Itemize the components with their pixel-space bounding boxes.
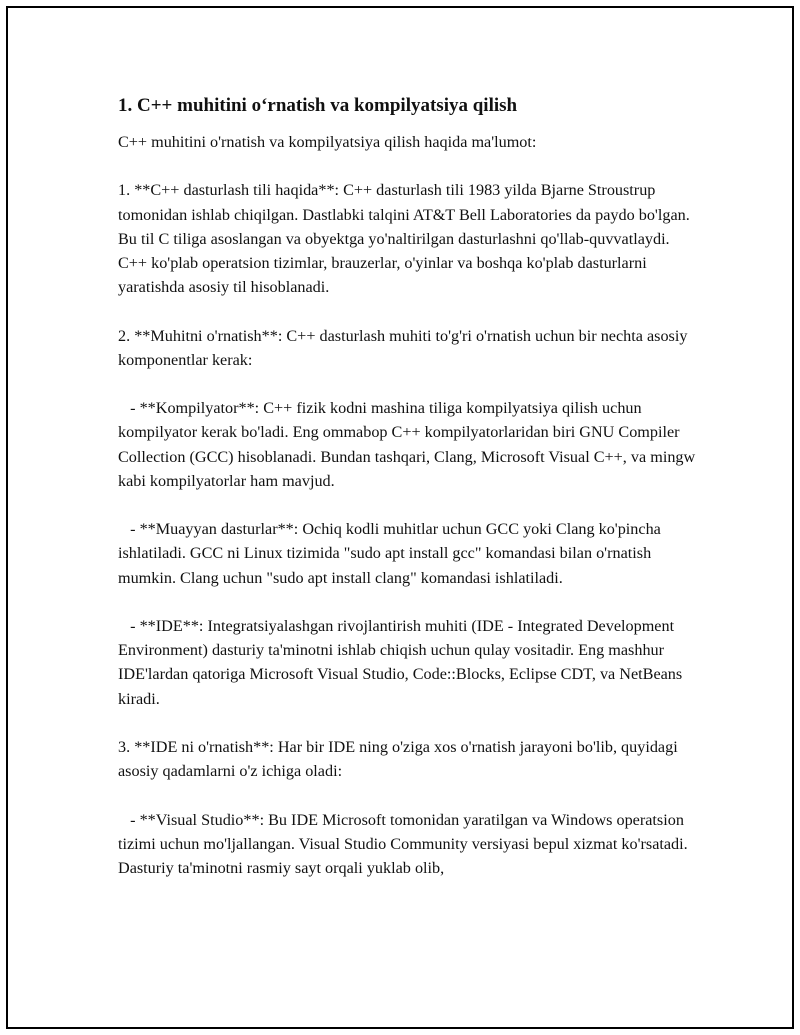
paragraph-compiler: - **Kompilyator**: C++ fizik kodni mashina tiliga kompilyatsiya qilish uchun kompilyator kerak bo'ladi. Eng ommabop C++ kompilyatorlaridan biri GNU Compiler Collection (GCC) hisoblanadi. Bundan tashqari, Clang, Microsoft Visual C++, va mingw kabi kompilyatorlar ham mavjud.: [118, 399, 700, 490]
paragraph-ide-install: 3. **IDE ni o'rnatish**: Har bir IDE ning o'ziga xos o'rnatish jarayoni bo'lib, quyidagi asosiy qadamlarni o'z ichiga oladi:: [118, 737, 682, 781]
paragraph-visual-studio: - **Visual Studio**: Bu IDE Microsoft tomonidan yaratilgan va Windows operatsion tizimi uchun mo'ljallangan. Visual Studio Community versiyasi bepul xizmat ko'rsatadi. Dasturiy ta'minotni rasmiy sayt orqali yuklab olib,: [118, 810, 692, 877]
paragraph-cpp-about: 1. **C++ dasturlash tili haqida**: C++ dasturlash tili 1983 yilda Bjarne Stroustrup tomonidan ishlab chiqilgan. Dastlabki talqini AT&T Bell Laboratories da paydo bo'lgan. Bu til C tiliga asoslangan va obyektga yo'naltirilgan dasturlashni qo'llab-quvvatlaydi. C++ ko'plab operatsion tizimlar, brauzerlar, o'yinlar va boshqa ko'plab dasturlarni yaratishda asosiy til hisoblanadi.: [118, 181, 694, 297]
paragraph-ide: - **IDE**: Integratsiyalashgan rivojlantirish muhiti (IDE - Integrated Development Environment) dasturiy ta'minotni ishlab chiqish uchun qulay vositadir. Eng mashhur IDE'lardan qatoriga Microsoft Visual Studio, Code::Blocks, Eclipse CDT, va NetBeans kiradi.: [118, 616, 687, 708]
paragraph-environment-setup: 2. **Muhitni o'rnatish**: C++ dasturlash muhiti to'g'ri o'rnatish uchun bir nechta asosiy komponentlar kerak:: [118, 326, 692, 369]
paragraph-specific-programs: - **Muayyan dasturlar**: Ochiq kodli muhitlar uchun GCC yoki Clang ko'pincha ishlatiladi. GCC ni Linux tizimida "sudo apt install gcc" komandasi bilan o'rnatish mumkin. Clang uchun "sudo apt install clang" komandasi ishlatiladi.: [118, 520, 665, 587]
section-heading: 1. C++ muhitini o‘rnatish va kompilyatsiya qilish: [118, 95, 518, 116]
document-body: [118, 92, 698, 904]
intro-paragraph: C++ muhitini o'rnatish va kompilyatsiya qilish haqida ma'lumot:: [118, 133, 537, 151]
